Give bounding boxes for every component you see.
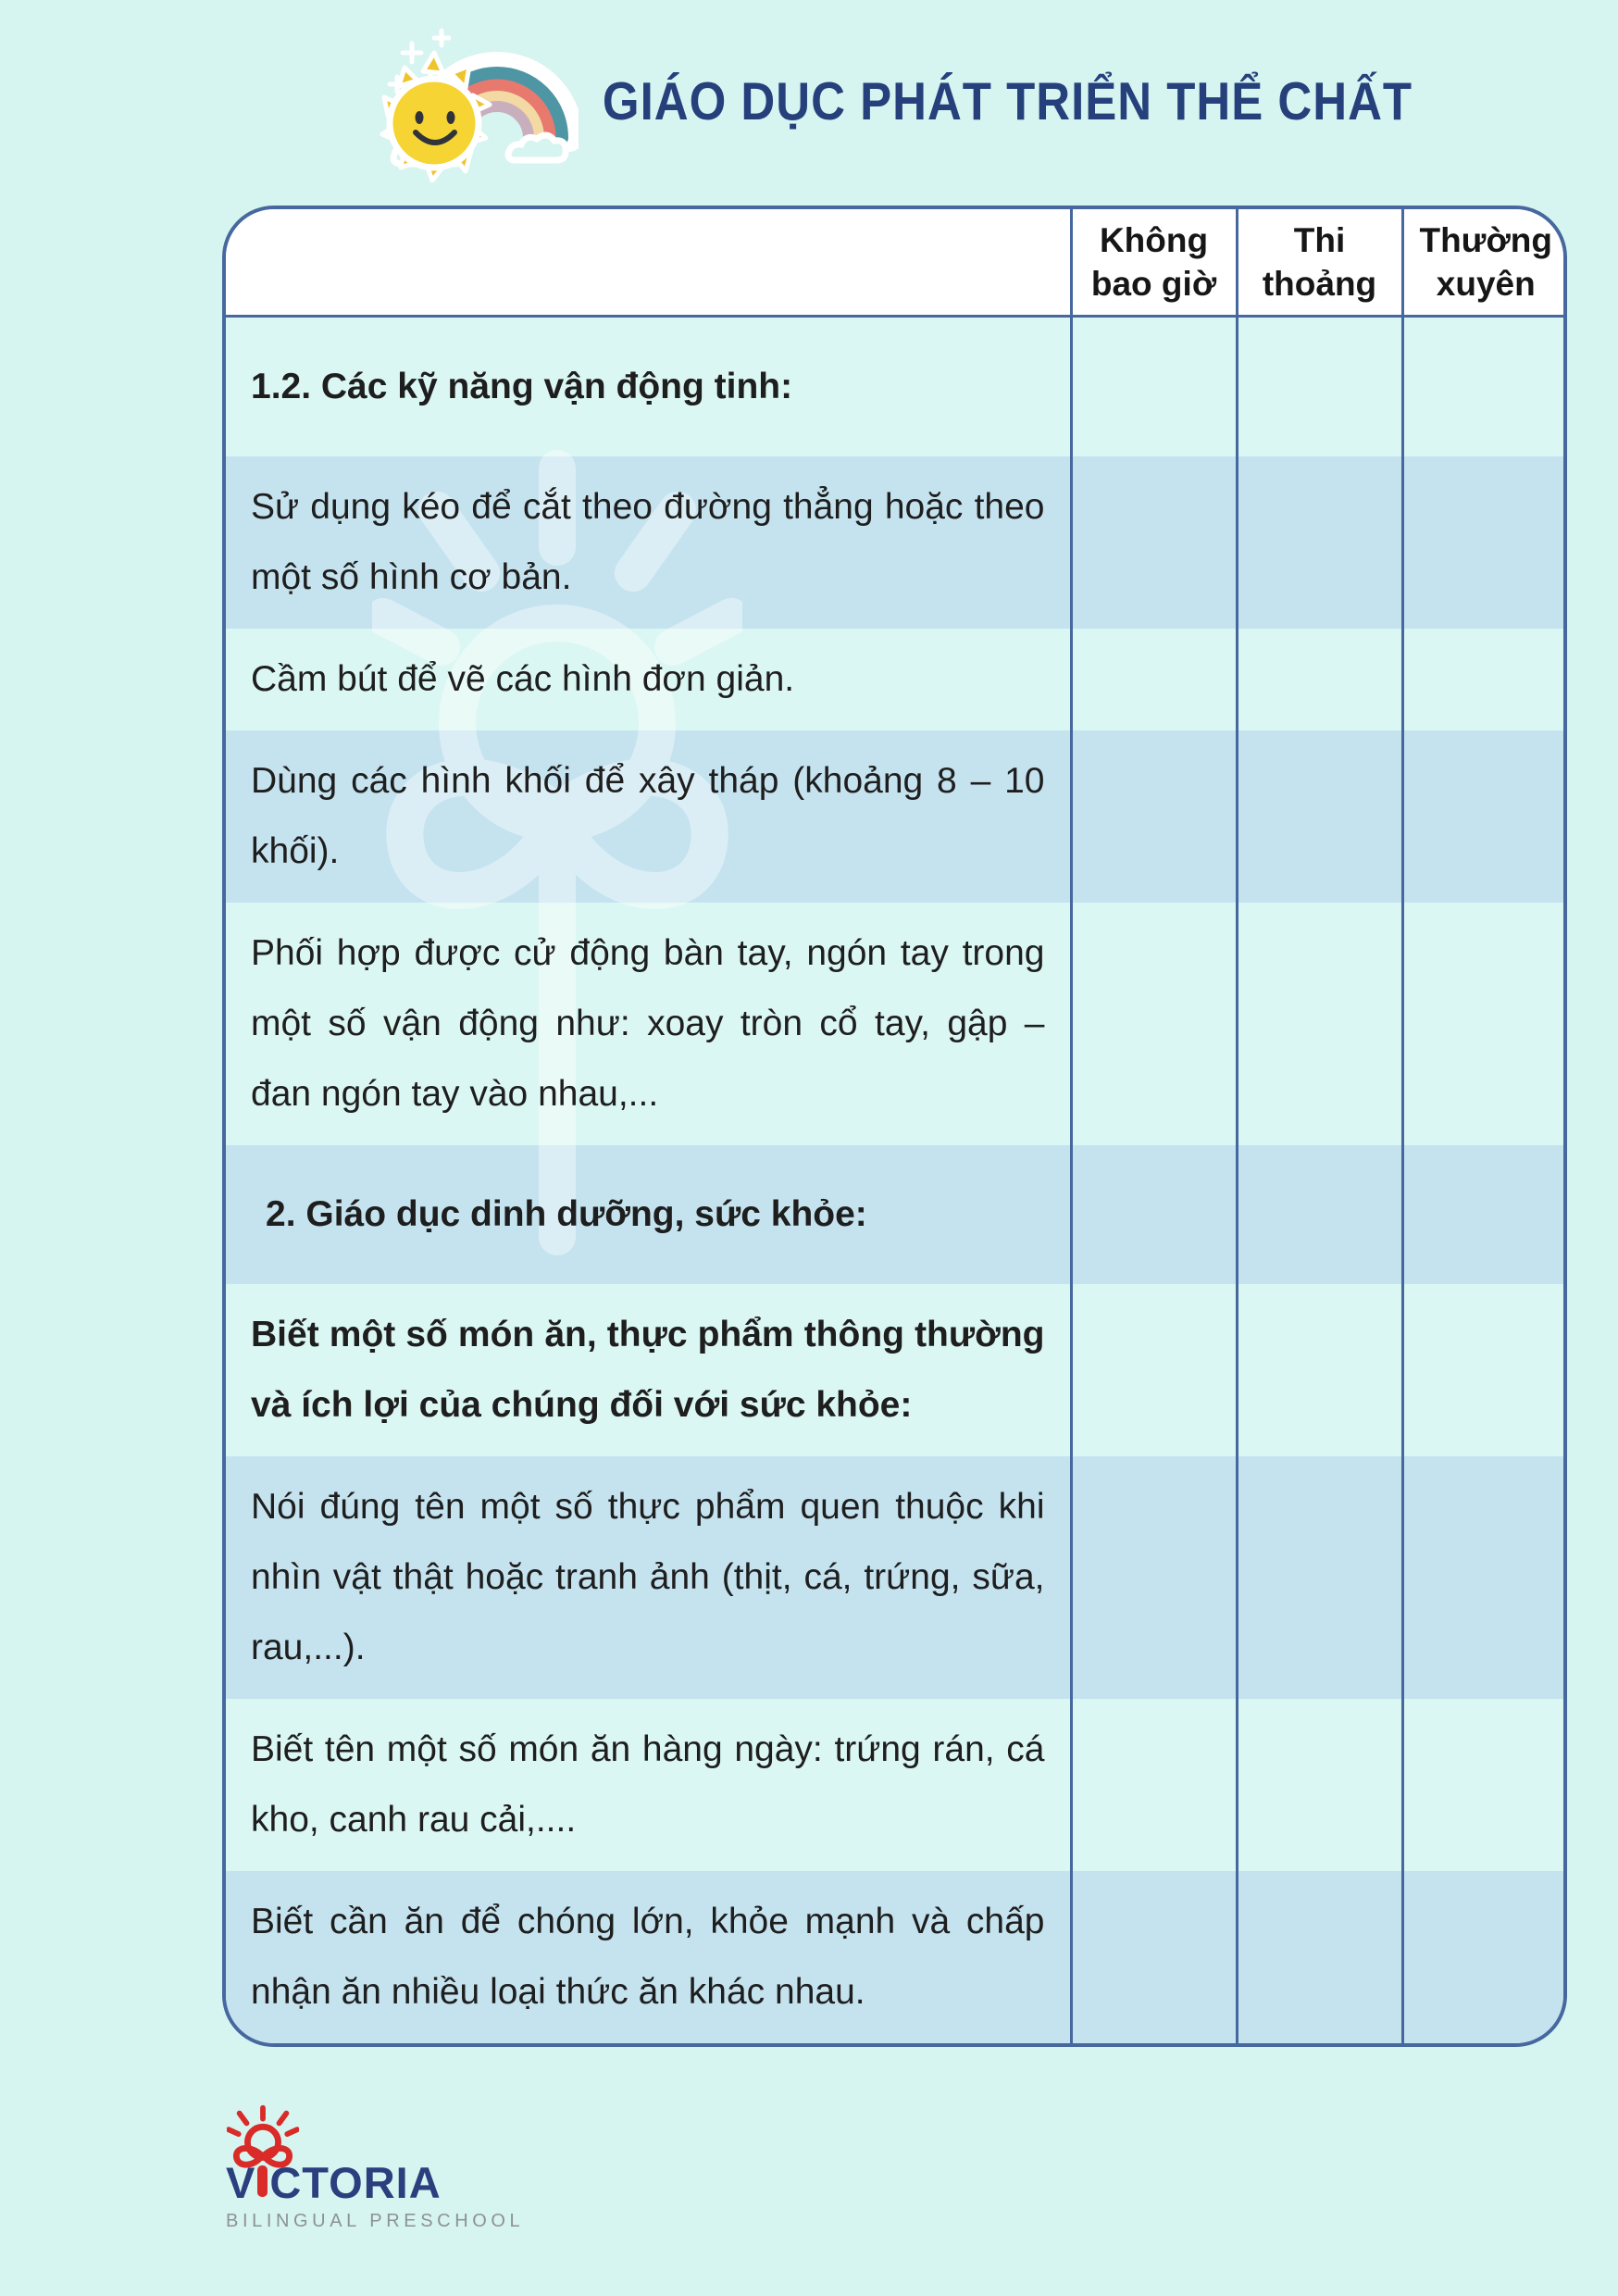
page-header — [222, 13, 1567, 189]
answer-cell[interactable] — [1237, 903, 1402, 1145]
table-row — [226, 1456, 1567, 1699]
row-question: 1.2. Các kỹ năng vận động tinh: — [226, 317, 1071, 457]
school-logo — [226, 2094, 525, 2232]
row-question: Dùng các hình khối để xây tháp (khoảng 8 – 10 khối). — [226, 730, 1071, 903]
row-question: Nói đúng tên một số thực phẩm quen thuộc khi nhìn vật thật hoặc tranh ảnh (thịt, cá, trứng, sữa, rau,...). — [226, 1456, 1071, 1699]
table-row — [226, 1145, 1567, 1284]
answer-cell[interactable] — [1237, 1871, 1402, 2043]
answer-cell[interactable] — [1402, 1284, 1567, 1456]
answer-cell[interactable] — [1071, 730, 1237, 903]
corner-cell — [226, 209, 1071, 317]
answer-cell[interactable] — [1071, 1145, 1237, 1284]
answer-cell[interactable] — [1071, 456, 1237, 629]
checklist-header — [226, 209, 1567, 317]
column-header-0: Không bao giờ — [1071, 209, 1237, 317]
answer-cell[interactable] — [1071, 903, 1237, 1145]
column-header-2: Thường xuyên — [1402, 209, 1567, 317]
table-row — [226, 629, 1567, 730]
row-question: Biết tên một số món ăn hàng ngày: trứng rán, cá kho, canh rau cải,.... — [226, 1699, 1071, 1871]
brand-letter-i-stem — [257, 2165, 268, 2197]
table-row — [226, 456, 1567, 629]
table-row — [226, 1284, 1567, 1456]
column-header-1: Thi thoảng — [1237, 209, 1402, 317]
table-row — [226, 317, 1567, 457]
table-row — [226, 903, 1567, 1145]
answer-cell[interactable] — [1402, 629, 1567, 730]
table-row — [226, 730, 1567, 903]
answer-cell[interactable] — [1237, 456, 1402, 629]
row-question: Cầm bút để vẽ các hình đơn giản. — [226, 629, 1071, 730]
answer-cell[interactable] — [1071, 317, 1237, 457]
answer-cell[interactable] — [1402, 1145, 1567, 1284]
answer-cell[interactable] — [1402, 903, 1567, 1145]
answer-cell[interactable] — [1402, 1456, 1567, 1699]
tulip-flower-icon — [255, 2165, 269, 2198]
answer-cell[interactable] — [1237, 1456, 1402, 1699]
checklist-body — [226, 317, 1567, 2044]
row-question: Biết một số món ăn, thực phẩm thông thường và ích lợi của chúng đối với sức khỏe: — [226, 1284, 1071, 1456]
row-question: Biết cần ăn để chóng lớn, khỏe mạnh và chấp nhận ăn nhiều loại thức ăn khác nhau. — [226, 1871, 1071, 2043]
answer-cell[interactable] — [1237, 629, 1402, 730]
answer-cell[interactable] — [1237, 1284, 1402, 1456]
answer-cell[interactable] — [1071, 1284, 1237, 1456]
answer-cell[interactable] — [1402, 1871, 1567, 2043]
checklist-table-container — [222, 206, 1567, 2047]
answer-cell[interactable] — [1071, 1456, 1237, 1699]
brand-tagline: BILINGUAL PRESCHOOL — [226, 2211, 525, 2231]
table-row — [226, 1699, 1567, 1871]
row-question: 2. Giáo dục dinh dưỡng, sức khỏe: — [226, 1145, 1071, 1284]
brand-wordmark — [226, 2094, 467, 2207]
answer-cell[interactable] — [1402, 317, 1567, 457]
answer-cell[interactable] — [1237, 317, 1402, 457]
header-row — [226, 209, 1567, 317]
answer-cell[interactable] — [1071, 1699, 1237, 1871]
table-row — [226, 1871, 1567, 2043]
answer-cell[interactable] — [1237, 730, 1402, 903]
answer-cell[interactable] — [1402, 730, 1567, 903]
brand-letters-rest: CTORIA — [269, 2158, 442, 2207]
answer-cell[interactable] — [1237, 1145, 1402, 1284]
sun-rainbow-clouds-icon — [377, 19, 579, 182]
row-question: Sử dụng kéo để cắt theo đường thẳng hoặc theo một số hình cơ bản. — [226, 456, 1071, 629]
answer-cell[interactable] — [1071, 629, 1237, 730]
brand-letter-v: V — [226, 2158, 256, 2207]
page-title: GIÁO DỤC PHÁT TRIỂN THỂ CHẤT — [602, 71, 1413, 131]
answer-cell[interactable] — [1402, 1699, 1567, 1871]
answer-cell[interactable] — [1237, 1699, 1402, 1871]
checklist-table — [226, 209, 1567, 2043]
answer-cell[interactable] — [1402, 456, 1567, 629]
row-question: Phối hợp được cử động bàn tay, ngón tay trong một số vận động như: xoay tròn cổ tay, gập – đan ngón tay vào nhau,... — [226, 903, 1071, 1145]
answer-cell[interactable] — [1071, 1871, 1237, 2043]
